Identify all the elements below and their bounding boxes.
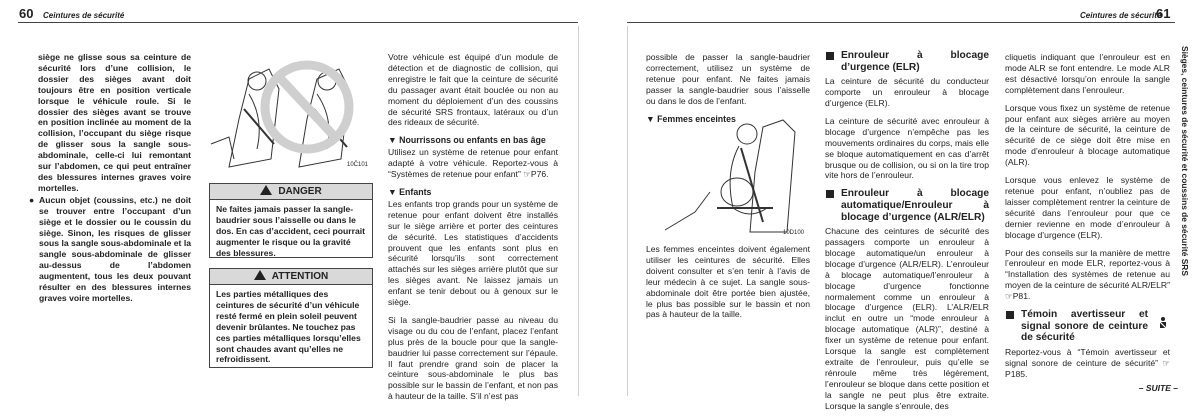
paragraph-seat-back: siège ne glisse sous sa ceinture de sécurité lors d’une collision, le dossier des sièges avant doit toujours être en position verticale lorsque le véhicule roule. Si le dossier des sièges avant se trouve en position inclinée au moment de la collision, l’occupant du siège risque de glisser sous la sangle sous-abdominale, celle-ci lui remontant sur l’abdomen, ce qui peut entraîner des blessures internes graves voire mortelles. <box>38 52 191 193</box>
heading-children: ▼ Enfants <box>388 186 432 197</box>
figure-seatbelt-under-arm <box>209 49 371 173</box>
paragraph-child-restraint-fix: Lorsque vous fixez un système de retenue pour enfant aux sièges arrière au moyen de la ceinture de sécurité, la ceinture de sécurité de ce siège doit être mise en mode d’enrouleur à blocage automatique (ALR). <box>1005 102 1170 168</box>
heading-infants: ▼ Nourrissons ou enfants en bas âge <box>388 135 546 146</box>
warning-triangle-icon <box>260 185 272 195</box>
right-column-3 <box>1005 52 1170 387</box>
chapter-sidebar-tab <box>1178 48 1192 318</box>
paragraph-child-restraint-remove: Lorsque vous enlevez le système de retenue pour enfant, n’oubliez pas de laisser complètement rentrer la ceinture de sécurité dans l’enrouleur pour que ce dernier revienne en mode d’enrouleur à blocage d’urgence (ELR). <box>1005 175 1170 240</box>
heading-alr-elr: Enrouleur à blocage automatique/Enrouleur à blocage d’urgence (ALR/ELR) <box>825 188 989 223</box>
paragraph-warning-light-reference: Reportez-vous à “Témoin avertisseur et signal sonore de ceinture de sécurité” ☞P185. <box>1005 346 1170 379</box>
figure-code-left: 10Ĉ101 <box>347 162 369 168</box>
heading-warning-light: Témoin avertisseur et signal sonore de ceinture de sécurité <box>1005 309 1170 344</box>
figure-code-right: 10D100 <box>783 230 805 236</box>
right-page-edge <box>627 26 628 396</box>
left-page-edge <box>578 26 579 396</box>
figure-illustration <box>209 49 371 173</box>
left-column-3 <box>388 52 558 409</box>
figure-illustration <box>655 112 805 240</box>
attention-text: Les parties métalliques des ceintures de sécurité d’un véhicule resté fermé en plein soleil peuvent devenir brûlantes. Ne touchez pas ces parties métalliques lorsqu’elles sont chaudes avant qu’elles ne refroidissent. <box>216 289 361 365</box>
danger-text: Ne faites jamais passer la sangle-baudrier sous l’aisselle ou dans le dos. En cas d’accident, ceci pourrait augmenter le risque ou la gravité des blessures. <box>216 204 366 258</box>
paragraph-alr-clicks: cliquetis indiquant que l’enrouleur est en mode ALR se font entendre. Le mode ALR est désactivé lorsqu’on enroule la sangle complètement dans l’enrouleur. <box>1005 52 1170 95</box>
chapter-sidebar-text: Sièges, ceintures de sécurité et coussins de sécurité SRS <box>1180 46 1190 276</box>
warning-triangle-icon <box>254 270 266 280</box>
header-rule-left <box>18 22 578 23</box>
attention-header <box>210 269 372 285</box>
page-number-left: 60 <box>19 6 34 21</box>
running-title-right: Ceintures de sécurité <box>1080 11 1162 20</box>
paragraph-children: Les enfants trop grands pour un système de retenue pour enfant doivent être installés sur le siège arrière et porter des ceintures de sécurité. Les statistiques d’accidents prouvent que les enfants sont plus en sécurité lorsqu’ils sont correctement attachés sur les sièges arrière plutôt que sur les sièges avant. Ne laissez jamais un enfant se tenir debout ou à genoux sur le siège. <box>388 198 558 308</box>
paragraph-elr-behavior: La ceinture de sécurité avec enrouleur à blocage d’urgence n’empêche pas les mouvements ordinaires du corps, mais elle se bloque automatiquement en cas d’arrêt brusque ou de collision, ou si on la tire trop vite hors de l’enrouleur. <box>825 115 989 181</box>
paragraph-elr-mode-reference: Pour des conseils sur la manière de mettre l’enrouleur en mode ELR, reportez-vous à “Installation des systèmes de retenue au moyen de la ceinture de sécurité ALR/ELR” ☞P81. <box>1005 247 1170 302</box>
bullet-no-objects: ● Aucun objet (coussins, etc.) ne doit se trouver entre l’occupant d’un siège et le dossier ou le coussin du siège. Sinon, les risques de glisser sous la sangle sous-abdominale et la sangle sous-abdominale de glisser au-dessus de l’abdomen augmentent, tous les deux pouvant résulter en des blessures internes graves voire mortelles. <box>29 194 191 303</box>
right-column-1-lower <box>646 244 810 327</box>
danger-box <box>209 183 373 258</box>
paragraph-alr-elr: Chacune des ceintures de sécurité des passagers comporte un enrouleur à blocage automatique/un enrouleur à blocage d’urgence (ALR/ELR). L’enrouleur à blocage automatique/l’enrouleur à blocage d’urgence fonctionne normalement comme un enrouleur à blocage d’urgence (ELR). L’ALR/ELR inclut en outre un “mode enrouleur à blocage automatique (ALR)”, destiné à fixer un système de retenue pour enfant. Lorsque la sangle est complètement extraite de l’enrouleur, puis qu’elle se rénroule même très légèrement, l’enrouleur se bloque dans cette position et la sangle ne peut plus être extraite. Lorsque la sangle s’enroule, des <box>825 226 989 411</box>
running-title-left: Ceintures de sécurité <box>43 11 125 20</box>
continued-marker: – SUITE – <box>1138 383 1178 393</box>
paragraph-collision-module: Votre véhicule est équipé d’un module de détection et de diagnostic de collision, qui enregistre le fait que la ceinture de sécurité du passager avant était bouclée ou non au moment du déploiement d’un des coussins de sécurité SRS frontaux, latéraux ou d’un des rideaux de sécurité. <box>388 52 558 128</box>
heading-elr: Enrouleur à blocage d’urgence (ELR) <box>825 50 989 73</box>
left-column-1 <box>29 52 191 311</box>
header-rule-right <box>627 22 1175 23</box>
danger-title: DANGER <box>278 186 322 197</box>
paragraph-pregnant-women: Les femmes enceintes doivent également utiliser les ceintures de sécurité. Elles doivent consulter et s’en tenir à l’avis de leur médecin à ce sujet. La sangle sous-abdominale doit être portée bien ajustée, le plus bas possible sur le bassin et non pas à hauteur de la taille. <box>646 244 810 320</box>
paragraph-infants: Utilisez un système de retenue pour enfant adapté à votre véhicule. Reportez-vous à “Systèmes de retenue pour enfant” ☞P76. <box>388 147 558 180</box>
seatbelt-warning-icon-svg <box>1156 316 1170 330</box>
right-column-2 <box>825 47 989 419</box>
paragraph-driver-elr: La ceinture de sécurité du conducteur comporte un enrouleur à blocage d’urgence (ELR). <box>825 76 989 108</box>
page-number-right: 61 <box>1156 6 1171 21</box>
danger-header <box>210 184 372 200</box>
figure-pregnant-woman <box>655 112 805 240</box>
paragraph-shoulder-belt-cont: possible de passer la sangle-baudrier correctement, utilisez un système de retenue pour enfant. Ne faites jamais passer la sangle-baudrier sous l’aisselle ou dans le dos de l’enfant. <box>646 52 810 106</box>
heading-pregnant-women: ▼ Femmes enceintes <box>646 113 736 124</box>
paragraph-shoulder-belt: Si la sangle-baudrier passe au niveau du visage ou du cou de l’enfant, placez l’enfant plus près de la boucle pour que la sangle-baudrier lui passe correctement sur l’épaule. Il faut prendre grand soin de placer la ceinture sous-abdominale le plus bas possible sur le bassin de l’enfant, et non pas à hauteur de la taille. S’il n’est pas <box>388 314 558 402</box>
attention-box <box>209 268 373 368</box>
attention-title: ATTENTION <box>271 271 329 282</box>
seatbelt-warning-icon <box>1156 316 1170 330</box>
